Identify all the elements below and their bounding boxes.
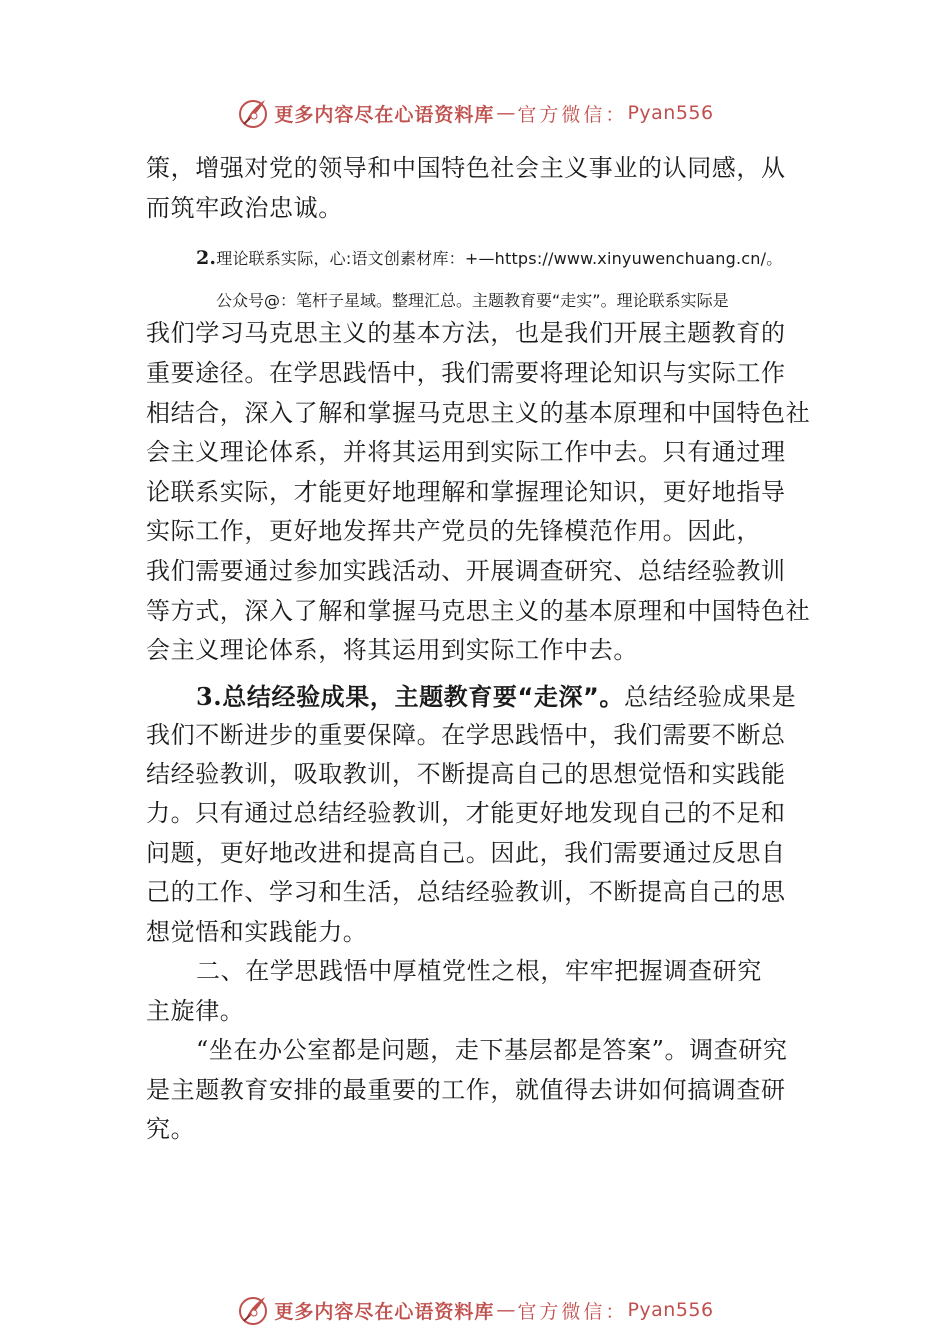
text-line: 我们需要通过参加实践活动、开展调查研究、总结经验教训 — [146, 557, 786, 585]
text-line: 相结合，深入了解和掌握马克思主义的基本原理和中国特色社 — [146, 399, 811, 427]
banner-separator: — — [496, 1299, 516, 1321]
banner-wechat-label: 官方微信： — [517, 1300, 628, 1323]
text-line: 我们学习马克思主义的基本方法，也是我们开展主题教育的 — [146, 319, 786, 347]
item-3-rest: 总结经验成果是 — [624, 683, 797, 711]
text-line: 会主义理论体系，将其运用到实际工作中去。 — [146, 636, 638, 664]
section-2-heading: 二、在学思践悟中厚植党性之根，牢牢把握调查研究 — [196, 957, 762, 985]
text-line: 究。 — [146, 1115, 196, 1143]
banner-brand: 更多内容尽在心语资料库 — [274, 103, 495, 126]
banner-wechat-label: 官方微信： — [517, 103, 628, 126]
item-2-line2: 公众号@：笔杆子星域。整理汇总。主题教育要“走实”。理论联系实际是 — [216, 291, 729, 310]
header-banner — [0, 93, 950, 133]
text-line: “坐在办公室都是问题，走下基层都是答案”。调查研究 — [196, 1036, 788, 1064]
footer-banner — [0, 1290, 950, 1330]
item-2-text: 理论联系实际，心:语文创素材库：+—https://www.xinyuwenchuang.cn/。 — [216, 249, 783, 268]
text-line: 等方式，深入了解和掌握马克思主义的基本原理和中国特色社 — [146, 597, 811, 625]
section-2-heading-cont: 主旋律。 — [146, 997, 245, 1025]
text-line: 结经验教训，吸取教训，不断提高自己的思想觉悟和实践能 — [146, 760, 786, 788]
text-line: 想觉悟和实践能力。 — [146, 918, 368, 946]
item-2-heading — [196, 247, 782, 270]
feather-pen-logo-icon — [236, 1293, 270, 1327]
text-line: 己的工作、学习和生活，总结经验教训，不断提高自己的思 — [146, 878, 786, 906]
banner-wechat-id: Pyan556 — [627, 1299, 714, 1321]
item-3-heading — [196, 682, 796, 712]
text-line: 会主义理论体系，并将其运用到实际工作中去。只有通过理 — [146, 438, 786, 466]
banner-wechat-id: Pyan556 — [627, 102, 714, 124]
feather-pen-logo-icon — [236, 96, 270, 130]
text-line: 力。只有通过总结经验教训，才能更好地发现自己的不足和 — [146, 799, 786, 827]
item-3-number: 3. — [196, 682, 223, 711]
banner-separator: — — [496, 102, 516, 124]
text-line: 实际工作，更好地发挥共产党员的先锋模范作用。因此， — [146, 517, 761, 545]
text-line: 重要途径。在学思践悟中，我们需要将理论知识与实际工作 — [146, 359, 786, 387]
text-line: 论联系实际，才能更好地理解和掌握理论知识，更好地指导 — [146, 478, 786, 506]
item-2-number: 2. — [196, 247, 217, 269]
item-3-title: 总结经验成果，主题教育要“走深”。 — [222, 683, 625, 711]
text-line: 问题，更好地改进和提高自己。因此，我们需要通过反思自 — [146, 839, 786, 867]
text-line: 策，增强对党的领导和中国特色社会主义事业的认同感，从 — [146, 154, 786, 182]
text-line: 我们不断进步的重要保障。在学思践悟中，我们需要不断总 — [146, 721, 786, 749]
banner-brand: 更多内容尽在心语资料库 — [274, 1300, 495, 1323]
text-line: 而筑牢政治忠诚。 — [146, 194, 343, 222]
text-line: 是主题教育安排的最重要的工作，就值得去讲如何搞调查研 — [146, 1076, 786, 1104]
